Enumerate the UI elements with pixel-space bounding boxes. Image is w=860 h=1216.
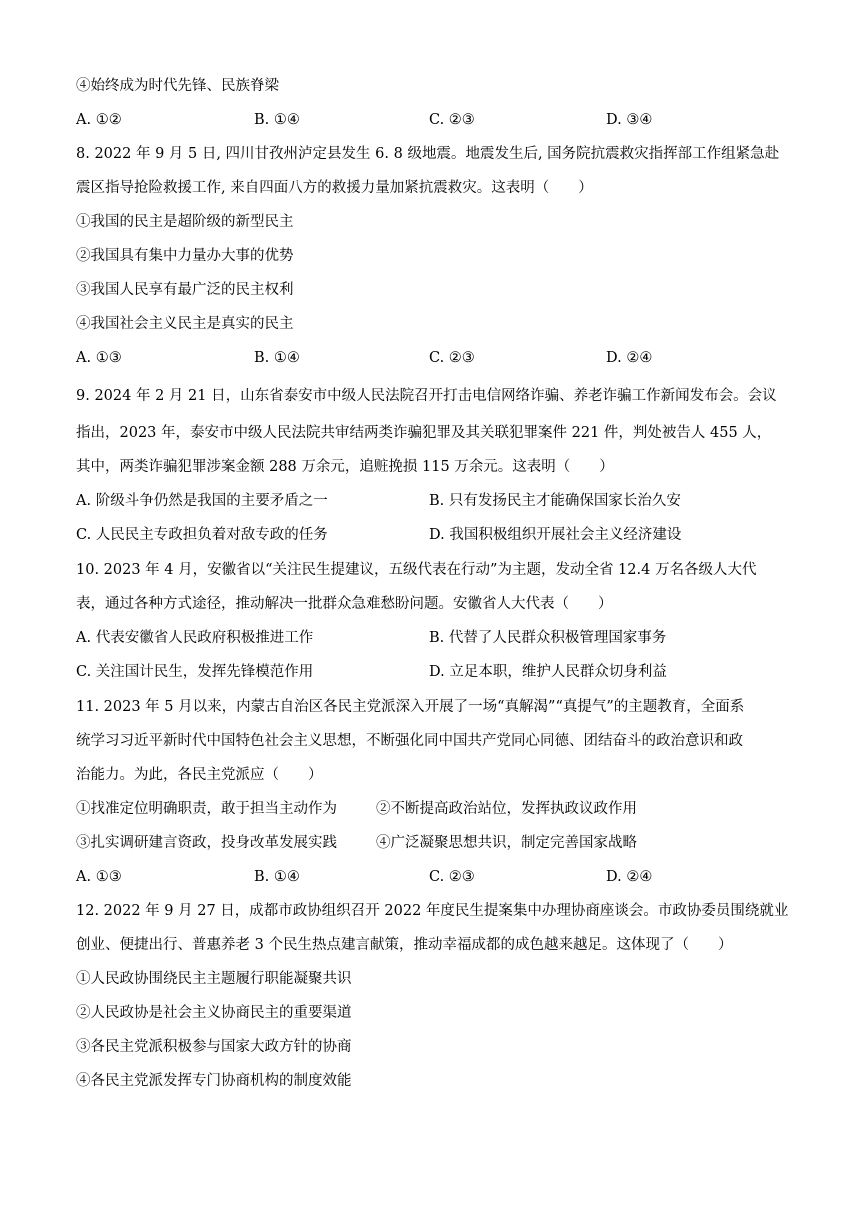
- q11-option-b: B. ①④: [254, 869, 300, 885]
- q8-item-2: ②我国具有集中力量办大事的优势: [76, 248, 294, 264]
- q8-option-c: C. ②③: [429, 350, 475, 366]
- q8-item-4: ④我国社会主义民主是真实的民主: [76, 316, 294, 332]
- q11-item-4: ④广泛凝聚思想共识，制定完善国家战略: [376, 835, 637, 851]
- q12-item-2: ②人民政协是社会主义协商民主的重要渠道: [76, 1005, 352, 1021]
- q8-stem-line-1: 8. 2022 年 9 月 5 日, 四川甘孜州泸定县发生 6. 8 级地震。地震发生后, 国务院抗震救灾指挥部工作组紧急赴: [76, 146, 780, 162]
- q9-stem-line-2: 指出，2023 年，泰安市中级人民法院共审结两类诈骗犯罪及其关联犯罪案件 221 件，判处被告人 455 人，: [76, 425, 772, 441]
- q10-option-d: D. 立足本职，维护人民群众切身利益: [429, 664, 667, 680]
- q11-options: [76, 867, 796, 887]
- q8-stem-line-2: 震区指导抢险救援工作, 来自四面八方的救援力量加紧抗震救灾。这表明（ ）: [76, 180, 593, 196]
- q8-option-b: B. ①④: [254, 350, 300, 366]
- q7-item-4: ④始终成为时代先锋、民族脊梁: [76, 78, 279, 94]
- q11-stem-line-3: 治能力。为此，各民主党派应（ ）: [76, 767, 323, 783]
- q10-stem-line-1: 10. 2023 年 4 月，安徽省以“关注民生提建议，五级代表在行动”为主题，发动全省 12.4 万名各级人大代: [76, 562, 757, 578]
- q10-option-a: A. 代表安徽省人民政府积极推进工作: [76, 630, 314, 646]
- q9-stem-line-1: 9. 2024 年 2 月 21 日，山东省泰安市中级人民法院召开打击电信网络诈骗、养老诈骗工作新闻发布会。会议: [76, 388, 777, 404]
- q10-option-c: C. 关注国计民生，发挥先锋模范作用: [76, 664, 314, 680]
- q7-option-c: C. ②③: [429, 112, 475, 128]
- q11-stem-line-2: 统学习习近平新时代中国特色社会主义思想，不断强化同中国共产党同心同德、团结奋斗的政治意识和政: [76, 733, 743, 749]
- q9-options-row-2: [76, 525, 796, 545]
- q11-item-2: ②不断提高政治站位，发挥执政议政作用: [376, 801, 637, 817]
- q11-item-3: ③扎实调研建言资政，投身改革发展实践: [76, 835, 337, 851]
- q8-item-3: ③我国人民享有最广泛的民主权利: [76, 282, 294, 298]
- q7-option-b: B. ①④: [254, 112, 300, 128]
- q9-option-d: D. 我国积极组织开展社会主义经济建设: [429, 527, 682, 543]
- q9-option-b: B. 只有发扬民主才能确保国家长治久安: [429, 493, 681, 509]
- q11-option-d: D. ②④: [606, 869, 653, 885]
- q12-stem-line-2: 创业、便捷出行、普惠养老 3 个民生热点建言献策，推动幸福成都的成色越来越足。这体现了（ ）: [76, 937, 733, 953]
- q11-item-1: ①找准定位明确职责，敢于担当主动作为: [76, 801, 337, 817]
- q10-options-row-2: [76, 662, 796, 682]
- q11-items-row-2: [76, 833, 796, 853]
- q9-option-c: C. 人民民主专政担负着对敌专政的任务: [76, 527, 328, 543]
- q10-stem-line-2: 表，通过各种方式途径，推动解决一批群众急难愁盼问题。安徽省人大代表（ ）: [76, 596, 613, 612]
- q11-option-a: A. ①③: [76, 869, 122, 885]
- q9-stem-line-3: 其中，两类诈骗犯罪涉案金额 288 万余元，追赃挽损 115 万余元。这表明（ ）: [76, 459, 614, 475]
- q11-option-c: C. ②③: [429, 869, 475, 885]
- q11-items-row-1: [76, 799, 796, 819]
- q10-options-row-1: [76, 628, 796, 648]
- q7-options: [76, 110, 796, 130]
- q8-option-d: D. ②④: [606, 350, 653, 366]
- q12-item-4: ④各民主党派发挥专门协商机构的制度效能: [76, 1073, 352, 1089]
- q8-option-a: A. ①③: [76, 350, 122, 366]
- q10-option-b: B. 代替了人民群众积极管理国家事务: [429, 630, 667, 646]
- q8-options: [76, 348, 796, 368]
- q9-options-row-1: [76, 491, 796, 511]
- q11-stem-line-1: 11. 2023 年 5 月以来，内蒙古自治区各民主党派深入开展了一场“真解渴”“真提气”的主题教育，全面系: [76, 699, 745, 715]
- q12-stem-line-1: 12. 2022 年 9 月 27 日，成都市政协组织召开 2022 年度民生提案集中办理协商座谈会。市政协委员围绕就业: [76, 903, 789, 919]
- q8-item-1: ①我国的民主是超阶级的新型民主: [76, 214, 294, 230]
- q7-option-a: A. ①②: [76, 112, 122, 128]
- q9-option-a: A. 阶级斗争仍然是我国的主要矛盾之一: [76, 493, 328, 509]
- q12-item-3: ③各民主党派积极参与国家大政方针的协商: [76, 1039, 352, 1055]
- q7-option-d: D. ③④: [606, 112, 653, 128]
- q12-item-1: ①人民政协围绕民主主题履行职能凝聚共识: [76, 971, 352, 987]
